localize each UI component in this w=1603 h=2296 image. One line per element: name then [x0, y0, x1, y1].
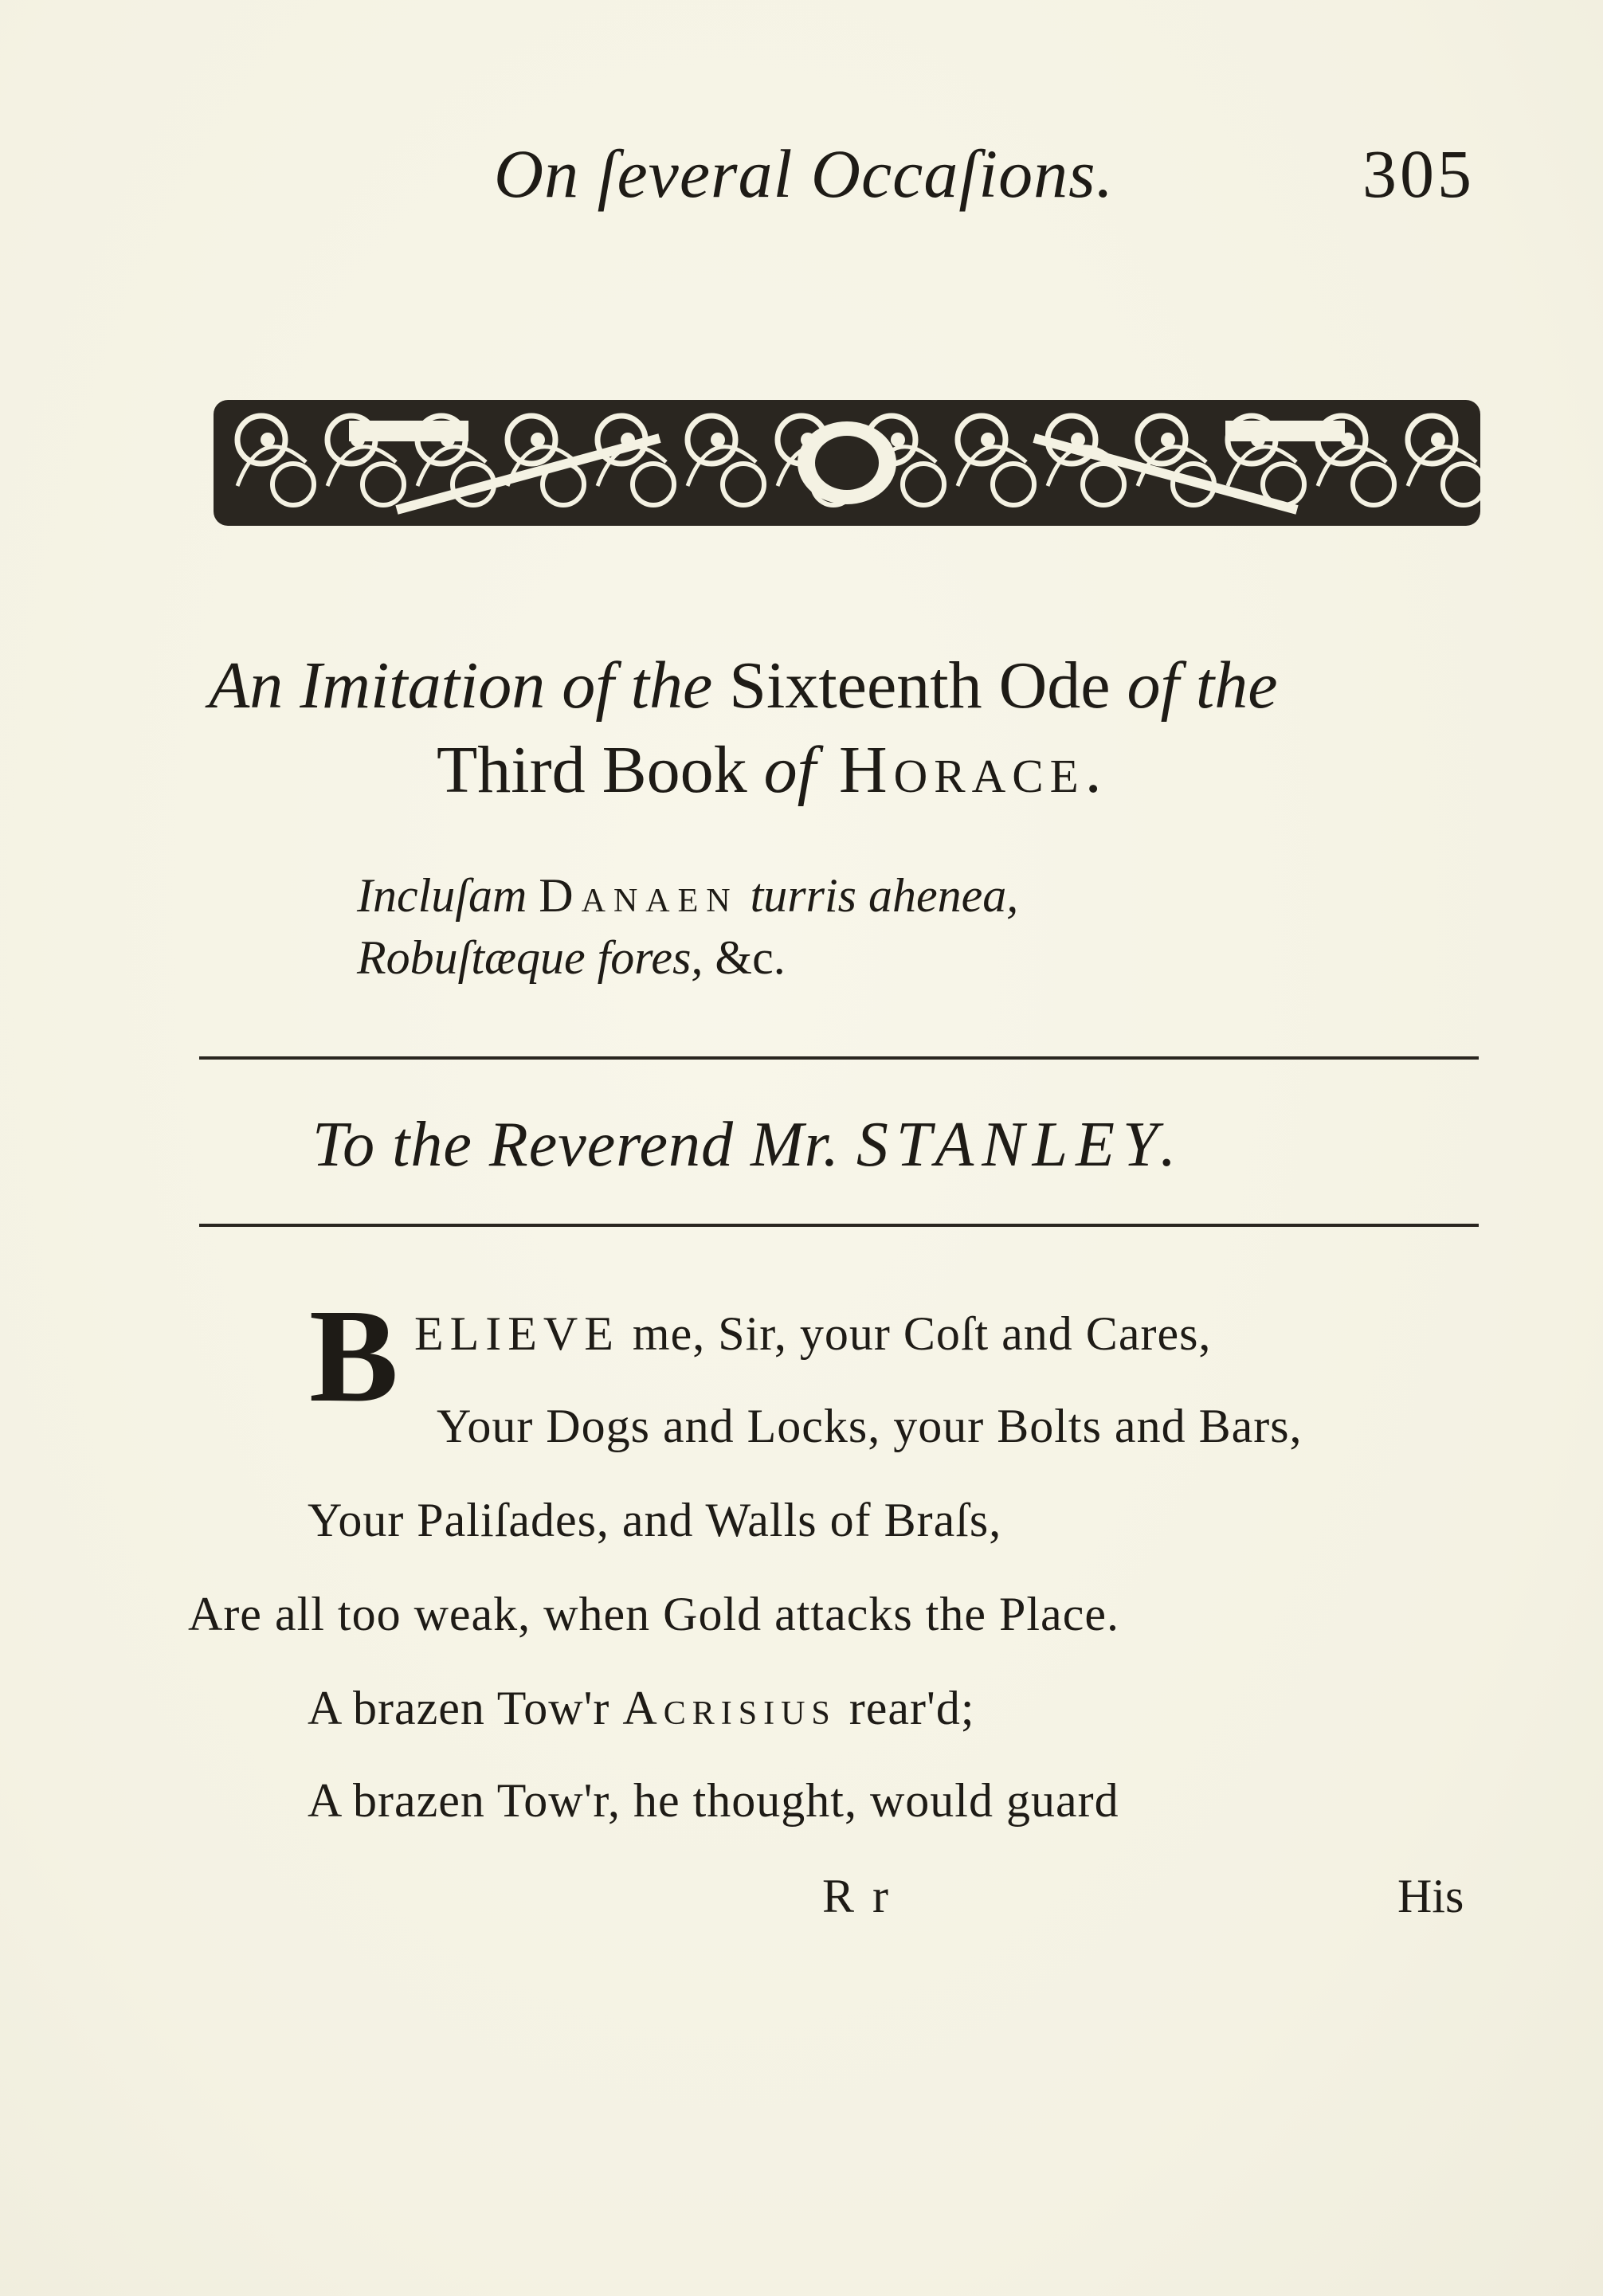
ornament-artwork	[214, 390, 1480, 535]
verse-caps: ELIEVE	[414, 1307, 620, 1360]
signature-mark: R r	[822, 1870, 892, 1922]
dedication	[312, 1109, 1184, 1181]
ornament-dot	[1161, 433, 1175, 447]
title-fragment: of the	[1110, 648, 1278, 723]
verse-fragment: me, Sir, your Coſt and Cares,	[619, 1307, 1212, 1360]
ornament-medallion-core	[815, 436, 879, 490]
title-fragment: Sixteenth Ode	[729, 648, 1111, 723]
title-fragment: of	[763, 733, 816, 807]
ornament-dot	[1431, 433, 1445, 447]
title-author: Horace.	[816, 733, 1108, 807]
title-line-2	[437, 731, 1108, 809]
rule-top	[199, 1056, 1479, 1060]
verse-line-6: A brazen Tow'r, he thought, would guard	[308, 1774, 1119, 1827]
title-line-1	[209, 647, 1277, 724]
dedication-fragment: To the Reverend Mr.	[312, 1110, 856, 1180]
epigraph-line-1	[357, 868, 1018, 923]
ornament-dot	[261, 433, 275, 447]
catchword: His	[1397, 1870, 1464, 1922]
title-fragment: Third Book	[437, 733, 764, 807]
verse-line-1	[414, 1307, 1211, 1362]
ornament-dot	[711, 433, 725, 447]
drop-cap: B	[309, 1282, 399, 1430]
verse-line-5	[308, 1681, 974, 1736]
ornament-dot	[981, 433, 995, 447]
verse-line-4: Are all too weak, when Gold attacks the Place.	[188, 1588, 1119, 1640]
verse-line-2: Your Dogs and Locks, your Bolts and Bars,	[437, 1400, 1303, 1452]
epigraph-fragment: Incluſam	[357, 869, 539, 922]
ornament-dot	[891, 433, 905, 447]
epigraph-fragment: Robuſtæque fores,	[357, 931, 704, 984]
headpiece-ornament	[214, 390, 1480, 535]
running-head-title: On ſeveral Occaſions.	[494, 135, 1115, 212]
verse-name: Acrisius	[622, 1682, 837, 1734]
epigraph-name: Danaen	[539, 869, 739, 922]
title-fragment: An Imitation	[209, 648, 546, 723]
ornament-crown-right	[1225, 421, 1345, 441]
ornament-crown-left	[349, 421, 468, 441]
verse-line-3: Your Paliſades, and Walls of Braſs,	[308, 1494, 1002, 1546]
dedication-name: STANLEY.	[856, 1110, 1185, 1180]
rule-bottom	[199, 1224, 1479, 1227]
verse-fragment: rear'd;	[836, 1682, 975, 1734]
page-number: 305	[1362, 135, 1475, 212]
epigraph-line-2	[357, 931, 786, 985]
verse-fragment: A brazen Tow'r	[308, 1682, 623, 1734]
ornament-dot	[531, 433, 545, 447]
epigraph-fragment: turris ahenea,	[738, 869, 1019, 922]
title-fragment: of the	[545, 648, 730, 723]
epigraph-fragment: &c.	[703, 931, 786, 984]
